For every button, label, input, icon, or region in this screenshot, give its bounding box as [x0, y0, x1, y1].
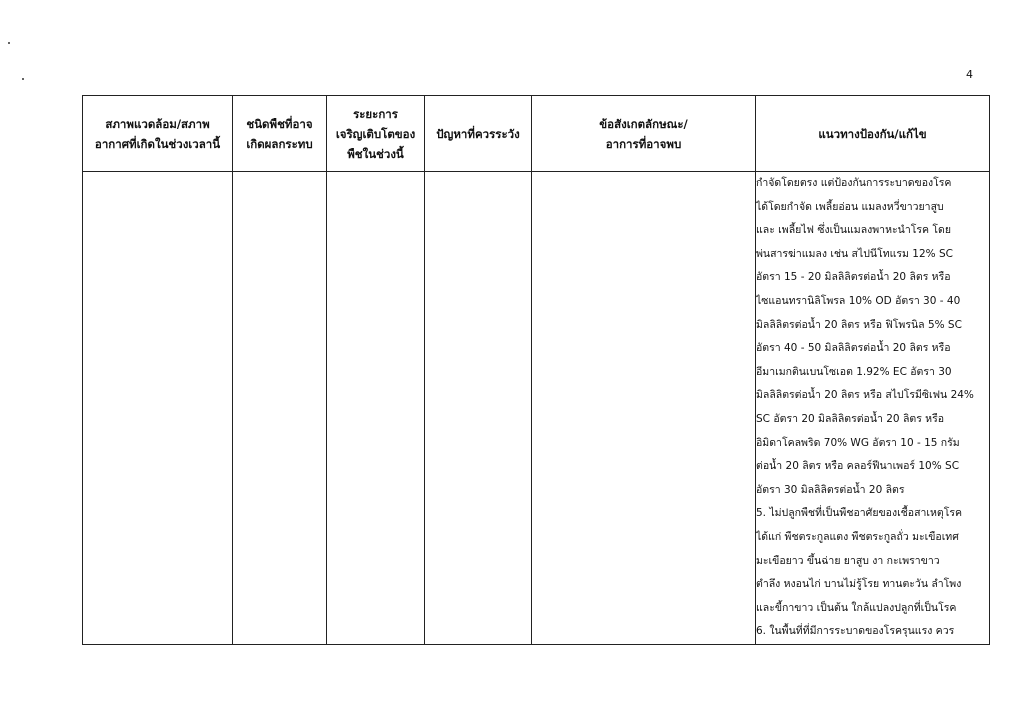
cell-symptoms: [532, 172, 756, 645]
remedy-line: มะเขือยาว ขึ้นฉ่าย ยาสูบ งา กะเพราขาว: [756, 554, 940, 567]
remedy-line: ตำลึง หงอนไก่ บานไม่รู้โรย ทานตะวัน ลำโพง: [756, 578, 962, 591]
remedy-line: ได้โดยกำจัด เพลี้ยอ่อน แมลงหวี่ขาวยาสูบ: [756, 200, 944, 213]
remedy-line: 5. ไม่ปลูกพืชที่เป็นพืชอาศัยของเชื้อสาเหตุโรค: [756, 507, 963, 520]
remedy-line: อัตรา 40 - 50 มิลลิลิตรต่อน้ำ 20 ลิตร หรือ: [756, 342, 951, 355]
header-symptoms: ข้อสังเกตลักษณะ/ อาการที่อาจพบ: [532, 96, 756, 172]
cell-affected-crops: [233, 172, 327, 645]
header-affected-crops: ชนิดพืชที่อาจ เกิดผลกระทบ: [233, 96, 327, 172]
header-growth-stage: ระยะการ เจริญเติบโตของ พืชในช่วงนี้: [327, 96, 425, 172]
cell-remedy: [756, 172, 990, 645]
scan-speck: [8, 42, 10, 44]
remedy-line: และ เพลี้ยไฟ ซึ่งเป็นแมลงพาหะนำโรค โดย: [756, 224, 951, 237]
remedy-line: มิลลิลิตรต่อน้ำ 20 ลิตร หรือ สไปโรมีซิเฟน 24%: [756, 389, 974, 402]
remedy-line: อีมาเมกตินเบนโซเอต 1.92% EC อัตรา 30: [756, 365, 952, 378]
header-problems: ปัญหาที่ควรระวัง: [425, 96, 532, 172]
table-row: [83, 172, 990, 645]
remedy-line: ได้แก่ พืชตระกูลแตง พืชตระกูลถั่ว มะเขือเทศ: [756, 530, 959, 543]
scan-speck: [22, 78, 24, 80]
remedy-line: และขี้กาขาว เป็นต้น ใกล้แปลงปลูกที่เป็นโรค: [756, 601, 957, 614]
page-number: 4: [966, 68, 973, 81]
remedy-line: 6. ในพื้นที่ที่มีการระบาดของโรครุนแรง ควร: [756, 625, 955, 638]
header-remedy: แนวทางป้องกัน/แก้ไข: [756, 96, 990, 172]
remedy-line: พ่นสารฆ่าแมลง เช่น สไปนีโทแรม 12% SC: [756, 247, 953, 260]
remedy-line: ต่อน้ำ 20 ลิตร หรือ คลอร์ฟีนาเพอร์ 10% SC: [756, 460, 960, 473]
remedy-line: อิมิดาโคลพริด 70% WG อัตรา 10 - 15 กรัม: [756, 436, 960, 449]
remedy-line: มิลลิลิตรต่อน้ำ 20 ลิตร หรือ ฟิโพรนิล 5% SC: [756, 318, 962, 331]
header-row: [83, 96, 990, 172]
header-environment: สภาพแวดล้อม/สภาพ อากาศที่เกิดในช่วงเวลานี้: [83, 96, 233, 172]
cell-problems: [425, 172, 532, 645]
remedy-line: กำจัดโดยตรง แต่ป้องกันการระบาดของโรค: [756, 177, 952, 189]
cell-growth-stage: [327, 172, 425, 645]
cell-environment: [83, 172, 233, 645]
remedy-line: ไซแอนทรานิลิโพรล 10% OD อัตรา 30 - 40: [756, 294, 961, 307]
remedy-line: อัตรา 15 - 20 มิลลิลิตรต่อน้ำ 20 ลิตร หรือ: [756, 271, 951, 284]
crop-disease-table: [82, 95, 990, 645]
remedy-line: อัตรา 30 มิลลิลิตรต่อน้ำ 20 ลิตร: [756, 483, 905, 496]
remedy-line: SC อัตรา 20 มิลลิลิตรต่อน้ำ 20 ลิตร หรือ: [756, 412, 945, 425]
